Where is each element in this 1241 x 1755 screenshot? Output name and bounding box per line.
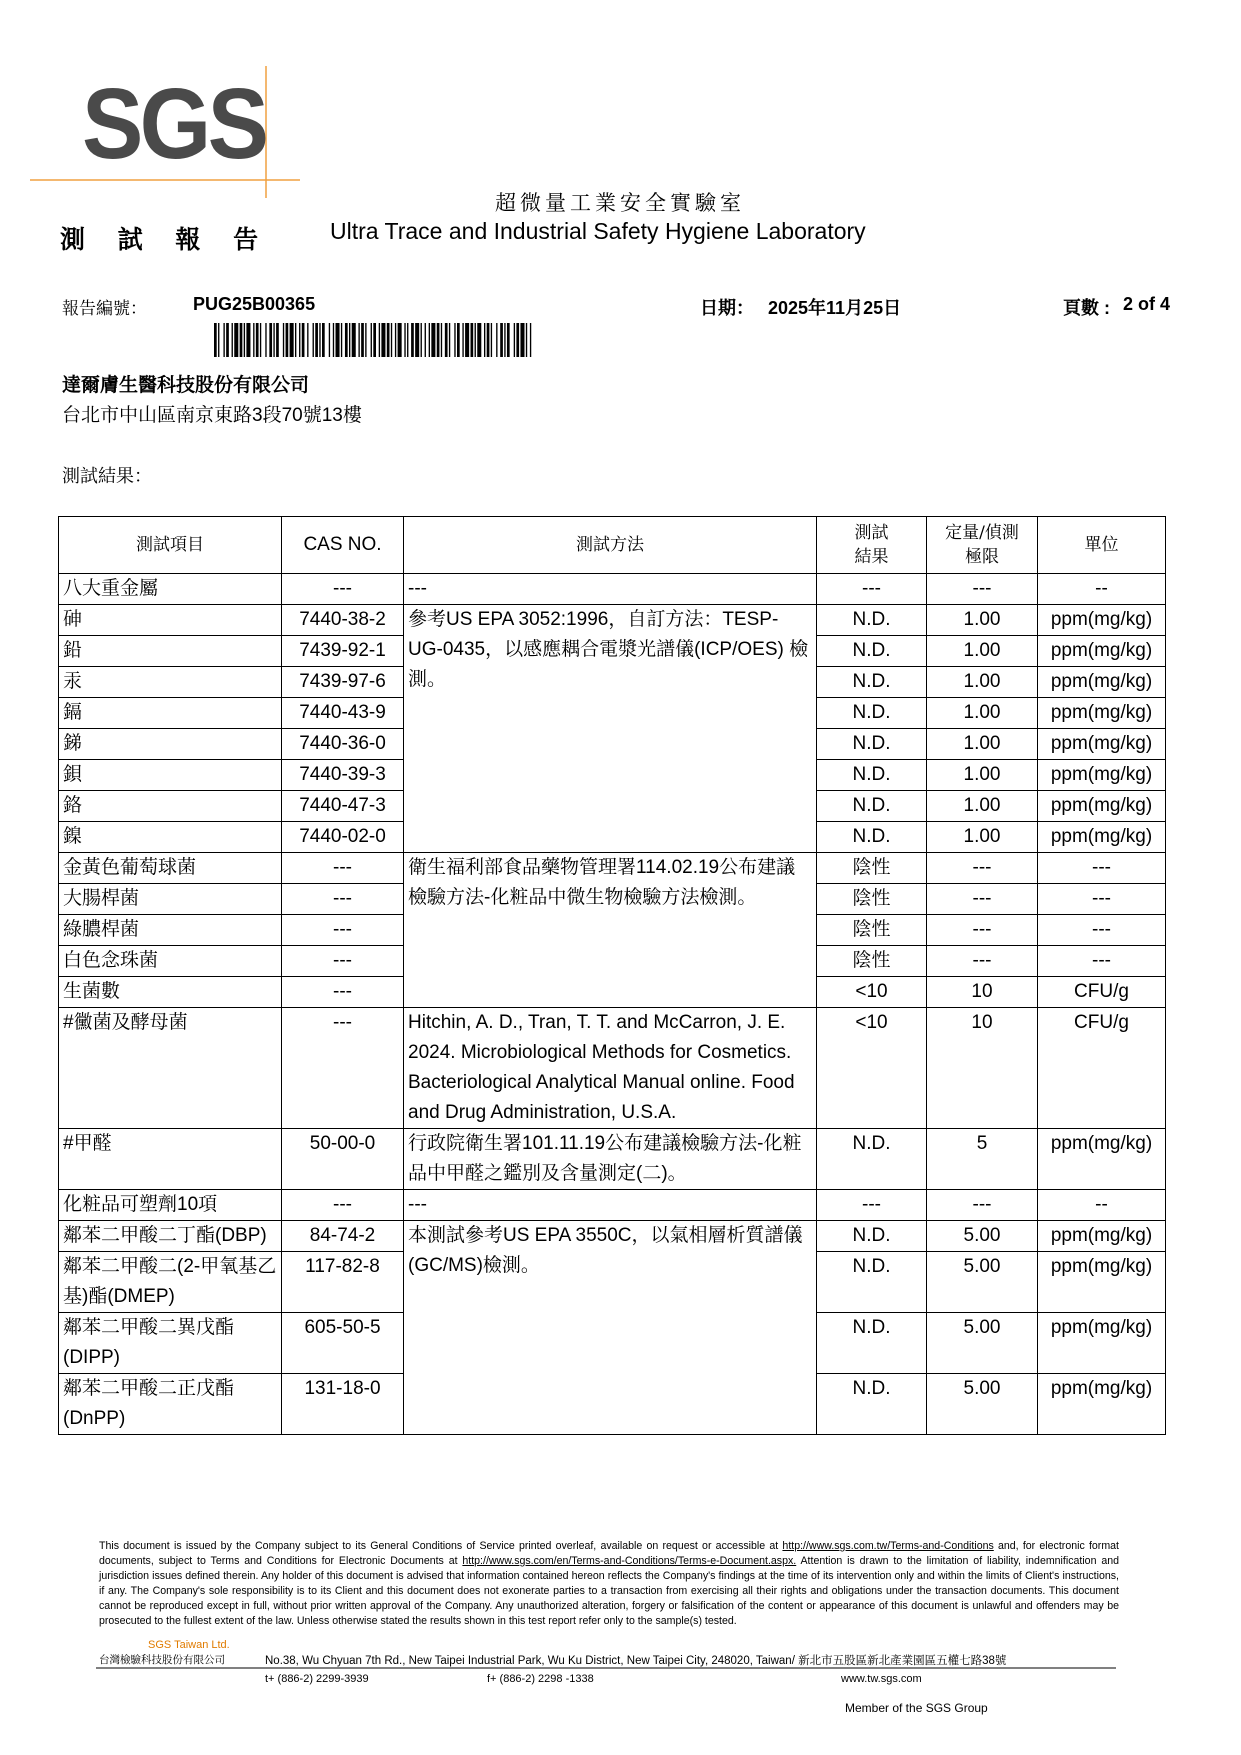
unit: ppm(mg/kg) <box>1038 698 1166 729</box>
test-item: 鄰苯二甲酸二丁酯(DBP) <box>59 1221 282 1252</box>
cas-no: 7440-38-2 <box>282 605 404 636</box>
test-item: 鋇 <box>59 760 282 791</box>
test-method: Hitchin, A. D., Tran, T. T. and McCarron, J. E. 2024. Microbiological Methods for Cosmetics. Bacteriological Analytical Manual online. Food and Drug Administration, U.S.A. <box>404 1008 817 1129</box>
detection-limit: 1.00 <box>927 760 1038 791</box>
cas-no: 50-00-0 <box>282 1129 404 1190</box>
unit: ppm(mg/kg) <box>1038 729 1166 760</box>
table-row <box>59 1221 1166 1252</box>
barcode-bar <box>530 323 531 357</box>
detection-limit: 10 <box>927 1008 1038 1129</box>
test-result: 陰性 <box>817 915 927 946</box>
group-limit: --- <box>927 574 1038 605</box>
barcode-bar <box>322 323 325 357</box>
detection-limit: 5.00 <box>927 1313 1038 1374</box>
detection-limit: 5 <box>927 1129 1038 1190</box>
barcode-bar <box>371 323 372 357</box>
group-result: --- <box>817 574 927 605</box>
table-header-row <box>59 517 1166 574</box>
barcode-bar <box>218 323 219 357</box>
barcode-image <box>214 323 532 357</box>
header-method: 測試方法 <box>404 517 817 574</box>
report-no: PUG25B00365 <box>193 294 316 314</box>
barcode-bar <box>404 323 405 357</box>
report-title: 測 試 報 告 <box>60 225 271 254</box>
barcode-bar <box>307 323 308 357</box>
barcode-bar <box>365 323 366 357</box>
disclaimer-part-2: and, for electronic format documents, subject to Terms and Conditions for Electronic Documents at <box>99 1540 1119 1567</box>
barcode-bar <box>352 323 356 357</box>
detection-limit: 1.00 <box>927 822 1038 853</box>
barcode-bar <box>246 323 250 357</box>
barcode-bar <box>226 323 229 357</box>
barcode-bar <box>286 323 289 357</box>
test-item: #黴菌及酵母菌 <box>59 1008 282 1129</box>
test-result: N.D. <box>817 1374 927 1435</box>
unit: CFU/g <box>1038 977 1166 1008</box>
lab-name-cn: 超微量工業安全實驗室 <box>495 191 745 215</box>
client-name: 達爾膚生醫科技股份有限公司 <box>62 375 310 396</box>
unit: ppm(mg/kg) <box>1038 1374 1166 1435</box>
detection-limit: --- <box>927 853 1038 884</box>
cas-no: 605-50-5 <box>282 1313 404 1374</box>
test-item: 金黃色葡萄球菌 <box>59 853 282 884</box>
barcode-bar <box>496 323 497 357</box>
report-date: 2025年11月25日 <box>768 298 902 318</box>
barcode-bar <box>395 323 396 357</box>
barcode-bar <box>431 323 435 357</box>
barcode-bar <box>449 323 450 357</box>
barcode-bar <box>313 323 314 357</box>
barcode-bar <box>358 323 359 357</box>
logo-text: SGS <box>82 68 266 180</box>
footer-member: Member of the SGS Group <box>845 1701 988 1715</box>
test-method: 本測試參考US EPA 3550C，以氣相層析質譜儀(GC/MS)檢測。 <box>404 1221 817 1435</box>
barcode-bar <box>507 323 510 357</box>
test-result: N.D. <box>817 1129 927 1190</box>
barcode-bar <box>391 323 392 357</box>
barcode-bar <box>379 323 380 357</box>
group-cas: --- <box>282 1190 404 1221</box>
cas-no: 7439-97-6 <box>282 667 404 698</box>
test-item: 銻 <box>59 729 282 760</box>
disclaimer-part-3: Attention is drawn to the limitation of liability, indemnification and jurisdiction issues defined therein. Any holder of this document is advised that information contained hereon reflects the Company's findings at the time of its intervention only and within the limits of Client's instructions, if any. The Company's sole responsibility is to its Client and this document does not exonerate parties to a transaction from exercising all their rights and obligations under the transaction documents. This document cannot be reproduced except in full, without prior written approval of the Company. Any unauthorized alteration, forgery or falsification of the content or appearance of this document is unlawful and offenders may be prosecuted to the fullest extent of the law. Unless otherwise stated the results shown in this test report refer only to the sample(s) tested. <box>99 1555 1119 1627</box>
barcode-bar <box>223 323 224 357</box>
unit: ppm(mg/kg) <box>1038 1252 1166 1313</box>
cas-no: 7439-92-1 <box>282 636 404 667</box>
test-result: N.D. <box>817 636 927 667</box>
footer-company-cn: 台灣檢驗科技股份有限公司 <box>99 1654 225 1666</box>
barcode-bar <box>336 323 340 357</box>
header-result-line2: 結果 <box>854 547 889 567</box>
cas-no: 7440-43-9 <box>282 698 404 729</box>
barcode-bar <box>315 323 318 357</box>
cas-no: 7440-39-3 <box>282 760 404 791</box>
barcode-bar <box>240 323 243 357</box>
test-result: N.D. <box>817 1221 927 1252</box>
group-item: 化粧品可塑劑10項 <box>59 1190 282 1221</box>
test-item: 汞 <box>59 667 282 698</box>
footer-web: www.tw.sgs.com <box>841 1673 922 1685</box>
cas-no: 117-82-8 <box>282 1252 404 1313</box>
unit: ppm(mg/kg) <box>1038 1221 1166 1252</box>
terms-link[interactable]: http://www.sgs.com.tw/Terms-and-Conditions <box>782 1540 994 1552</box>
barcode-bar <box>520 323 524 357</box>
barcode-bar <box>265 323 266 357</box>
unit: ppm(mg/kg) <box>1038 667 1166 698</box>
group-method: --- <box>404 574 817 605</box>
group-result: --- <box>817 1190 927 1221</box>
footer-fax: f+ (886-2) 2298 -1338 <box>487 1673 594 1685</box>
barcode-bar <box>445 323 448 357</box>
unit: ppm(mg/kg) <box>1038 822 1166 853</box>
page-label: 頁數 : <box>1063 298 1110 318</box>
results-table <box>58 516 1166 1435</box>
barcode-bar <box>491 323 492 357</box>
test-result: N.D. <box>817 791 927 822</box>
barcode-bar <box>333 323 334 357</box>
test-result: N.D. <box>817 1313 927 1374</box>
barcode-bar <box>329 323 330 357</box>
unit: --- <box>1038 915 1166 946</box>
test-item: 鄰苯二甲酸二正戊酯(DnPP) <box>59 1374 282 1435</box>
barcode-bar <box>302 323 305 357</box>
barcode-bar <box>273 323 274 357</box>
header-unit: 單位 <box>1038 517 1166 574</box>
barcode-bar <box>283 323 284 357</box>
footer-divider <box>96 1667 1116 1669</box>
cas-no: 131-18-0 <box>282 1374 404 1435</box>
barcode-bar <box>500 323 503 357</box>
unit: ppm(mg/kg) <box>1038 1129 1166 1190</box>
barcode-bar <box>475 323 476 357</box>
results-body <box>59 574 1166 1435</box>
barcode-bar <box>214 323 217 357</box>
unit: ppm(mg/kg) <box>1038 791 1166 822</box>
unit: ppm(mg/kg) <box>1038 636 1166 667</box>
barcode-bar <box>260 323 261 357</box>
barcode-bar <box>290 323 294 357</box>
test-item: 大腸桿菌 <box>59 884 282 915</box>
barcode-bar <box>276 323 279 357</box>
detection-limit: 1.00 <box>927 667 1038 698</box>
barcode-bar <box>437 323 440 357</box>
test-result: N.D. <box>817 729 927 760</box>
detection-limit: --- <box>927 915 1038 946</box>
barcode-bar <box>415 323 419 357</box>
test-item: 鄰苯二甲酸二異戊酯(DIPP) <box>59 1313 282 1374</box>
group-unit: -- <box>1038 574 1166 605</box>
header-limit <box>927 517 1038 574</box>
group-header-row <box>59 574 1166 605</box>
table-row <box>59 1129 1166 1190</box>
barcode-bar <box>471 323 474 357</box>
table-row <box>59 853 1166 884</box>
table-row <box>59 605 1166 636</box>
barcode-bar <box>526 323 527 357</box>
group-header-row <box>59 1190 1166 1221</box>
detection-limit: 1.00 <box>927 729 1038 760</box>
footer-company-en: SGS Taiwan Ltd. <box>148 1639 230 1651</box>
barcode-bar <box>487 323 490 357</box>
unit: --- <box>1038 946 1166 977</box>
disclaimer <box>99 1539 1119 1629</box>
test-method: 衛生福利部食品藥物管理署114.02.19公布建議檢驗方法-化粧品中微生物檢驗方法檢測。 <box>404 853 817 1008</box>
client-address: 台北市中山區南京東路3段70號13樓 <box>62 405 362 426</box>
lab-name-en: Ultra Trace and Industrial Safety Hygiene Laboratory <box>330 218 866 244</box>
barcode-bar <box>299 323 300 357</box>
date-label: 日期： <box>700 298 754 318</box>
test-item: 生菌數 <box>59 977 282 1008</box>
unit: --- <box>1038 884 1166 915</box>
unit: CFU/g <box>1038 1008 1166 1129</box>
test-result: N.D. <box>817 667 927 698</box>
test-result: 陰性 <box>817 884 927 915</box>
barcode-bar <box>457 323 460 357</box>
test-item: 綠膿桿菌 <box>59 915 282 946</box>
test-item: 鎳 <box>59 822 282 853</box>
detection-limit: 5.00 <box>927 1221 1038 1252</box>
group-item: 八大重金屬 <box>59 574 282 605</box>
detection-limit: --- <box>927 884 1038 915</box>
barcode-bar <box>465 323 469 357</box>
test-method: 參考US EPA 3052:1996，自訂方法：TESP-UG-0435，以感應耦合電漿光譜儀(ICP/OES) 檢測。 <box>404 605 817 853</box>
header-limit-line2: 極限 <box>965 547 999 567</box>
page-number: 2 of 4 <box>1123 294 1171 314</box>
cas-no: 7440-02-0 <box>282 822 404 853</box>
results-label: 測試結果： <box>62 466 152 487</box>
header-cas: CAS NO. <box>282 517 404 574</box>
detection-limit: 1.00 <box>927 698 1038 729</box>
barcode-bar <box>411 323 414 357</box>
barcode-bar <box>319 323 320 357</box>
group-limit: --- <box>927 1190 1038 1221</box>
unit: ppm(mg/kg) <box>1038 605 1166 636</box>
table-row <box>59 1008 1166 1129</box>
cas-no: 84-74-2 <box>282 1221 404 1252</box>
group-unit: -- <box>1038 1190 1166 1221</box>
barcode-bar <box>349 323 350 357</box>
cas-no: --- <box>282 915 404 946</box>
test-result: N.D. <box>817 1252 927 1313</box>
test-item: 鄰苯二甲酸二(2-甲氧基乙基)酯(DMEP) <box>59 1252 282 1313</box>
barcode-bar <box>421 323 422 357</box>
barcode-bar <box>387 323 390 357</box>
barcode-bar <box>425 323 426 357</box>
cas-no: --- <box>282 977 404 1008</box>
barcode-bar <box>269 323 272 357</box>
header-result-line1: 測試 <box>854 523 889 543</box>
barcode-bar <box>504 323 505 357</box>
test-item: 鎘 <box>59 698 282 729</box>
group-method: --- <box>404 1190 817 1221</box>
detection-limit: 1.00 <box>927 605 1038 636</box>
barcode-bar <box>484 323 485 357</box>
header-item: 測試項目 <box>59 517 282 574</box>
barcode-bar <box>462 323 463 357</box>
barcode-bar <box>454 323 455 357</box>
test-item: #甲醛 <box>59 1129 282 1190</box>
detection-limit: 1.00 <box>927 636 1038 667</box>
test-item: 鉻 <box>59 791 282 822</box>
barcode-bar <box>407 323 408 357</box>
e-document-terms-link[interactable]: http://www.sgs.com/en/Terms-and-Conditions/Terms-e-Document.aspx. <box>462 1555 797 1567</box>
test-result: <10 <box>817 1008 927 1129</box>
barcode-bar <box>295 323 296 357</box>
report-no-label: 報告編號： <box>62 299 147 319</box>
barcode-bar <box>345 323 348 357</box>
cas-no: --- <box>282 946 404 977</box>
detection-limit: 10 <box>927 977 1038 1008</box>
barcode-bar <box>514 323 515 357</box>
test-result: <10 <box>817 977 927 1008</box>
test-method: 行政院衛生署101.11.19公布建議檢驗方法-化粧品中甲醛之鑑別及含量測定(二)。 <box>404 1129 817 1190</box>
footer-address: No.38, Wu Chyuan 7th Rd., New Taipei Industrial Park, Wu Ku District, New Taipei City, 248020, Taiwan/ 新北市五股區新北產業園區五權七路38號 <box>265 1655 1007 1667</box>
barcode-bar <box>516 323 519 357</box>
test-item: 砷 <box>59 605 282 636</box>
cas-no: 7440-36-0 <box>282 729 404 760</box>
barcode-bar <box>398 323 402 357</box>
barcode-bar <box>429 323 430 357</box>
cas-no: --- <box>282 853 404 884</box>
unit: ppm(mg/kg) <box>1038 1313 1166 1374</box>
group-cas: --- <box>282 574 404 605</box>
test-result: 陰性 <box>817 853 927 884</box>
test-result: N.D. <box>817 698 927 729</box>
test-result: 陰性 <box>817 946 927 977</box>
barcode-bar <box>253 323 254 357</box>
barcode-bar <box>244 323 245 357</box>
barcode-bar <box>477 323 481 357</box>
unit: --- <box>1038 853 1166 884</box>
barcode-bar <box>234 323 238 357</box>
test-item: 鉛 <box>59 636 282 667</box>
unit: ppm(mg/kg) <box>1038 760 1166 791</box>
footer-tel: t+ (886-2) 2299-3939 <box>265 1673 369 1685</box>
test-result: N.D. <box>817 605 927 636</box>
barcode-bar <box>381 323 385 357</box>
barcode-bar <box>256 323 259 357</box>
barcode-bar <box>341 323 342 357</box>
cas-no: --- <box>282 884 404 915</box>
barcode-bar <box>441 323 442 357</box>
disclaimer-part-1: This document is issued by the Company subject to its General Conditions of Service printed overleaf, available on request or accessible at <box>99 1540 783 1552</box>
cas-no: 7440-47-3 <box>282 791 404 822</box>
barcode-bar <box>232 323 233 357</box>
test-result: N.D. <box>817 760 927 791</box>
cas-no: --- <box>282 1008 404 1129</box>
header-result <box>817 517 927 574</box>
detection-limit: --- <box>927 946 1038 977</box>
test-item: 白色念珠菌 <box>59 946 282 977</box>
detection-limit: 5.00 <box>927 1374 1038 1435</box>
test-result: N.D. <box>817 822 927 853</box>
detection-limit: 1.00 <box>927 791 1038 822</box>
barcode-bar <box>361 323 364 357</box>
detection-limit: 5.00 <box>927 1252 1038 1313</box>
barcode-bar <box>373 323 376 357</box>
header-limit-line1: 定量/偵測 <box>945 523 1019 543</box>
